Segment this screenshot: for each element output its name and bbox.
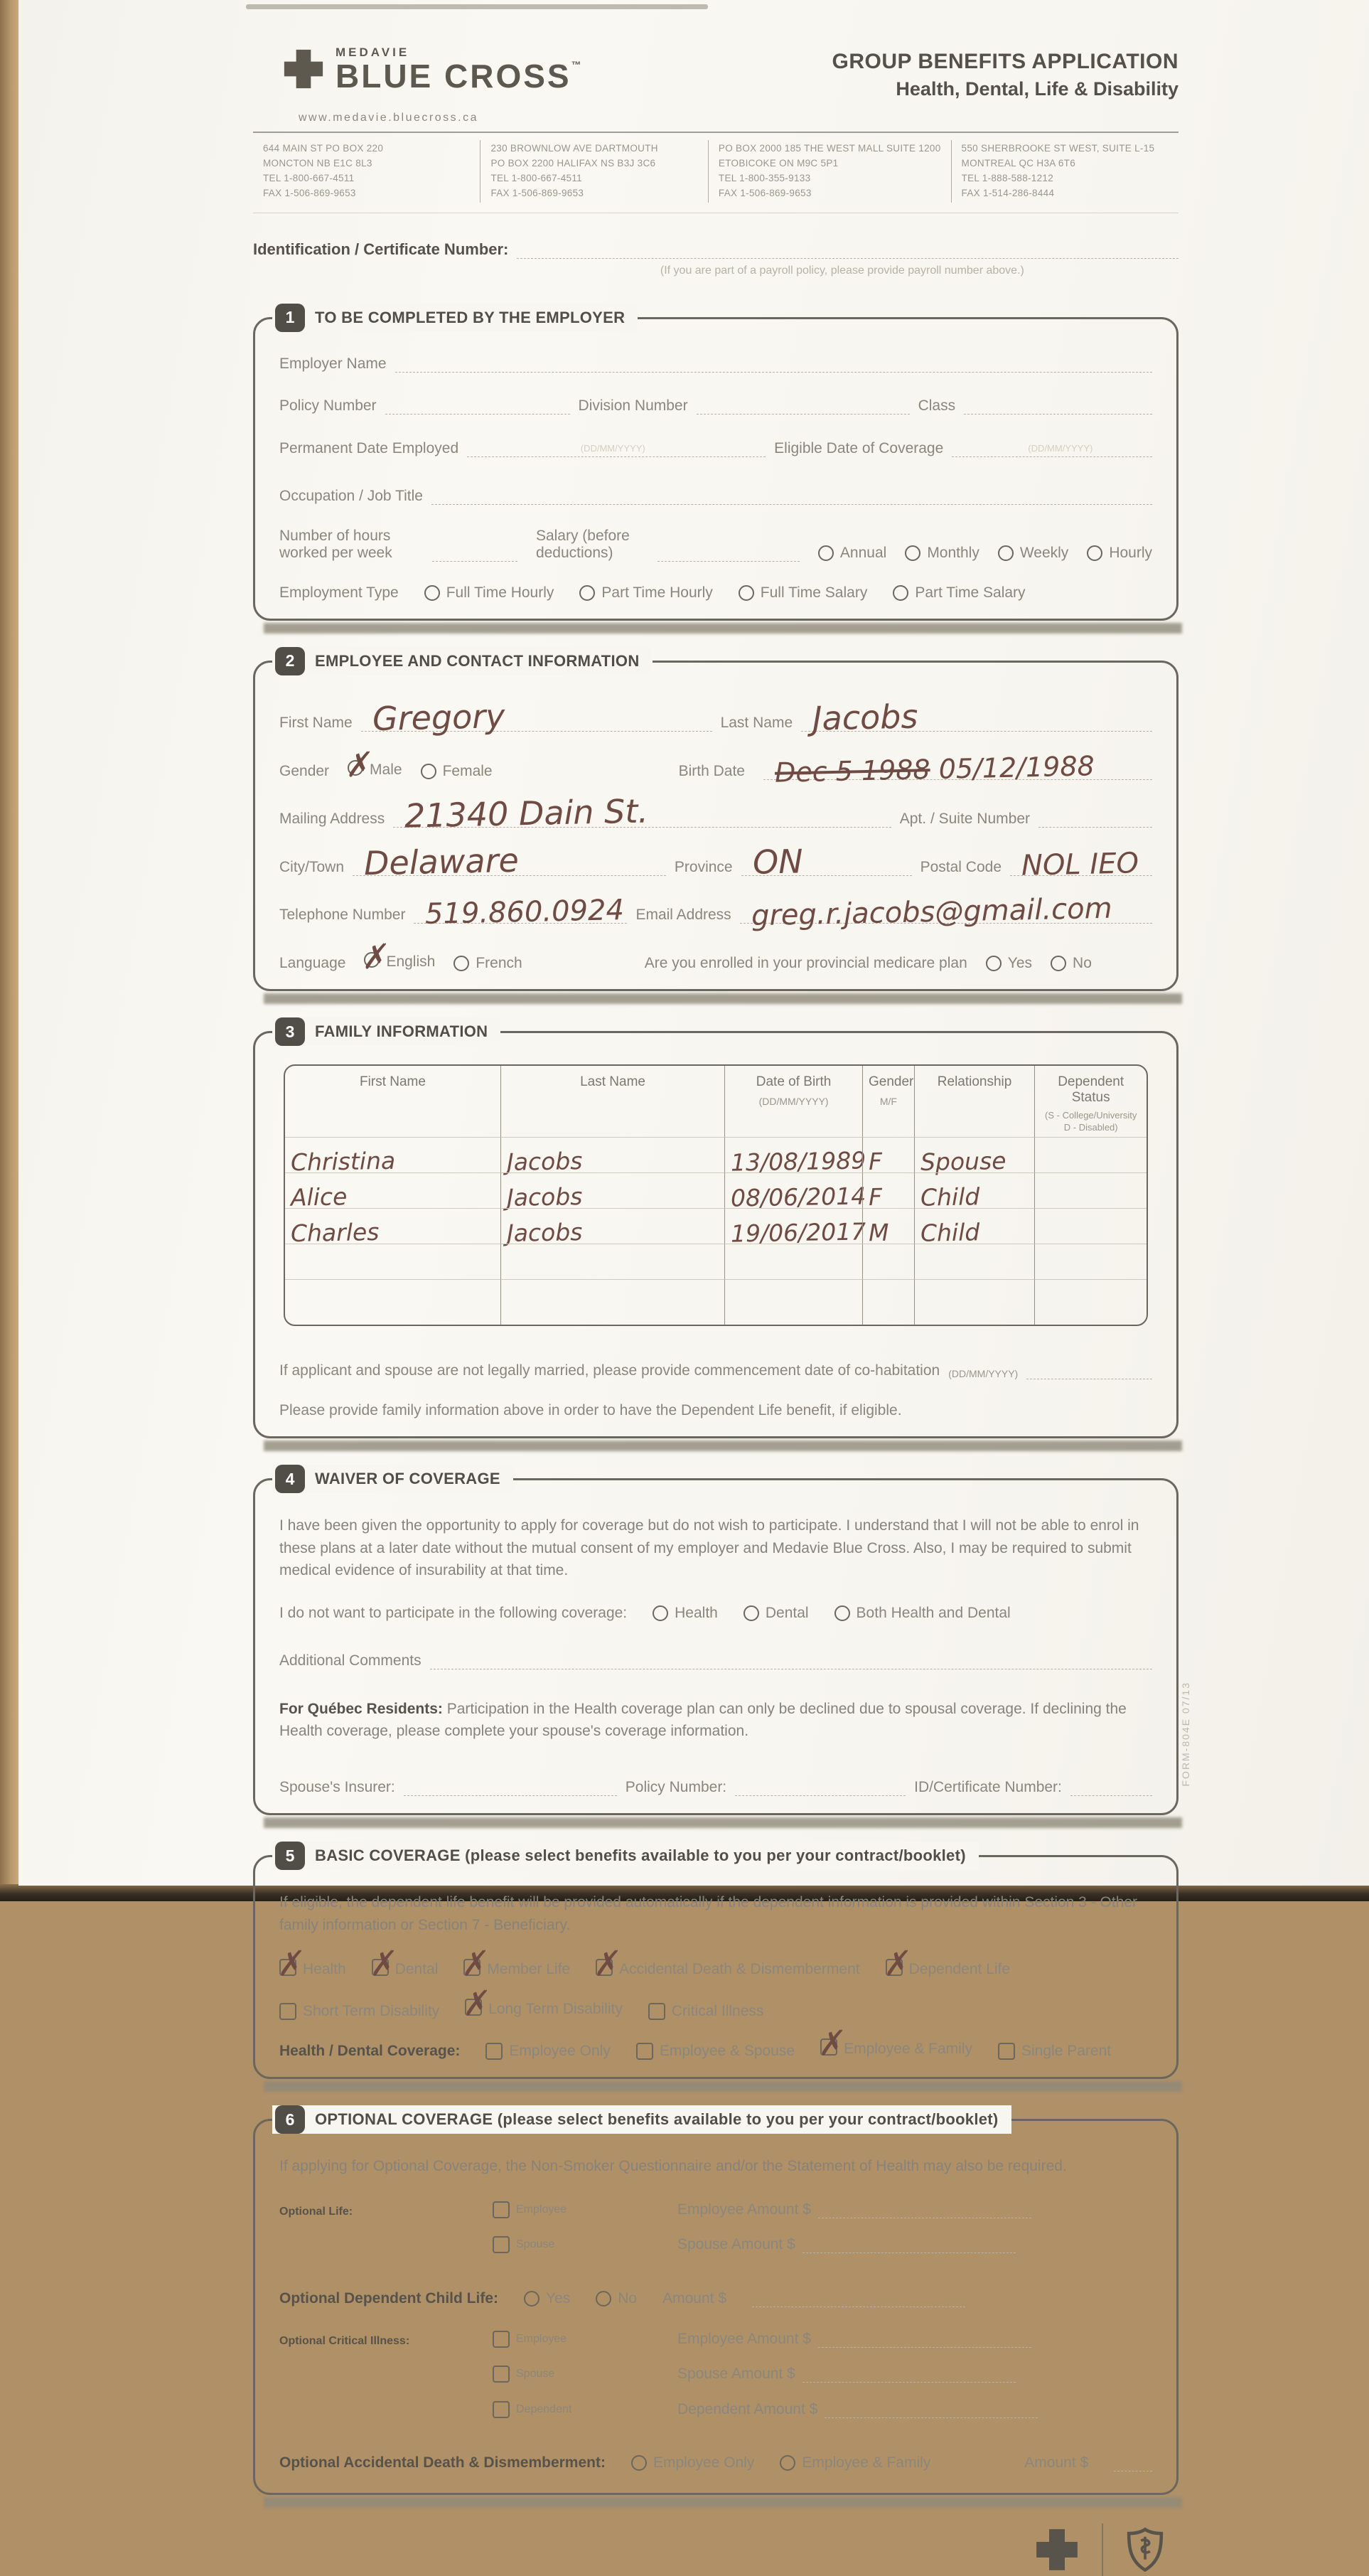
medicare-yes-option[interactable]: Yes <box>986 955 1032 972</box>
radio-part-time-salary[interactable] <box>893 585 908 601</box>
child-life-amount-field[interactable] <box>752 2287 965 2307</box>
gender-label: Gender <box>279 763 330 780</box>
family-first-handwritten: Charles <box>290 1217 380 1247</box>
family-rel-handwritten: Child <box>920 1218 980 1247</box>
language-french-option[interactable]: French <box>453 955 522 972</box>
employment-fts-option[interactable]: Full Time Salary <box>739 584 868 602</box>
section3-badge: 3 <box>275 1017 305 1046</box>
family-last-handwritten: Jacobs <box>506 1182 583 1212</box>
add-employee-only-option[interactable]: Employee Only <box>631 2454 754 2471</box>
checkbox-dental[interactable] <box>372 1959 389 1976</box>
last-name-label: Last Name <box>720 715 793 732</box>
hd-single-parent-option[interactable]: Single Parent <box>998 2043 1111 2060</box>
employer-name-label: Employer Name <box>279 355 387 372</box>
office-montreal: 550 SHERBROOKE ST WEST, SUITE L-15 MONTREAL QC H3A 6T6 TEL 1-888-588-1212 FAX 1-514-286-8444 <box>951 140 1179 203</box>
child-life-amount-label: Amount $ <box>662 2289 727 2307</box>
cohab-label: If applicant and spouse are not legally married, please provide commencement date of co-habitation <box>279 1362 940 1379</box>
radio-add-employee-family[interactable] <box>780 2455 795 2471</box>
optional-coverage-note: If applying for Optional Coverage, the Non-Smoker Questionnaire and/or the Statement of Health may also be required. <box>279 2158 1067 2175</box>
basic-coverage-note: If eligible, the dependent life benefit will be provided automatically if the dependent information is provided within Section 3 - Other family information or Section 7 - Beneficiary. <box>279 1894 1138 1933</box>
child-life-yes-option[interactable]: Yes <box>524 2290 570 2307</box>
last-name-field[interactable] <box>801 697 1152 738</box>
family-gender-handwritten: F <box>868 1182 883 1212</box>
radio-medicare-no[interactable] <box>1051 956 1066 971</box>
section2-title: EMPLOYEE AND CONTACT INFORMATION <box>315 651 640 670</box>
permanent-date-field[interactable]: (DD/MM/YYYY) <box>467 437 766 456</box>
apt-field[interactable] <box>1038 808 1152 828</box>
hd-employee-spouse-option[interactable]: Employee & Spouse <box>636 2043 795 2060</box>
postal-handwritten: NOL IEO <box>1021 847 1139 882</box>
section-employee-contact <box>253 651 1179 991</box>
email-handwritten: greg.r.jacobs@gmail.com <box>751 892 1112 933</box>
medavie-bluecross-logo <box>281 46 584 95</box>
last-name-handwritten: Jacobs <box>812 697 919 738</box>
mailing-address-field[interactable] <box>393 791 891 836</box>
family-note: Please provide family information above in order to have the Dependent Life benefit, if eligible. <box>279 1402 902 1419</box>
checkbox-employee-family[interactable] <box>820 2038 837 2056</box>
brand-top-label: MEDAVIE <box>335 46 410 59</box>
section5-badge: 5 <box>275 1842 305 1870</box>
identification-hint: (If you are part of a payroll policy, please provide payroll number above.) <box>660 264 1024 277</box>
section3-title: FAMILY INFORMATION <box>315 1022 488 1041</box>
benefit-dental-option[interactable]: ✗ Dental <box>365 1945 439 1984</box>
benefit-std-option[interactable]: Short Term Disability <box>279 2003 439 2020</box>
radio-decline-dental[interactable] <box>743 1605 759 1621</box>
add-employee-family-option[interactable]: Employee & Family <box>780 2454 930 2471</box>
family-row-child1[interactable] <box>285 1172 1147 1212</box>
salary-annual-option[interactable]: Annual <box>818 545 886 562</box>
brand-main-label: BLUE CROSS™ <box>335 58 584 95</box>
add-hand-x-mark: ✗ <box>589 1945 621 1984</box>
province-label: Province <box>674 858 733 875</box>
office-dartmouth: 230 BROWNLOW AVE DARTMOUTH PO BOX 2200 HALIFAX NS B3J 3C6 TEL 1-800-667-4511 FAX 1-506-869-9653 <box>480 140 707 203</box>
birth-date-struck: Dec 5 1988 <box>774 754 931 789</box>
title-line2: Health, Dental, Life & Disability <box>896 78 1179 100</box>
header-dob: Date of Birth (DD/MM/YYYY) <box>724 1066 862 1137</box>
identification-field[interactable] <box>517 244 1179 259</box>
checkbox-optional-life-employee[interactable] <box>493 2201 510 2218</box>
checkbox-optional-life-spouse[interactable] <box>493 2236 510 2253</box>
critical-illness-label: Optional Critical Illness: <box>279 2334 410 2347</box>
critical-employee-option[interactable]: Employee <box>493 2331 677 2348</box>
optional-life-employee-option[interactable]: Employee <box>493 2201 677 2218</box>
scanned-form-page <box>18 0 1369 2471</box>
critical-dependent-amount-field[interactable] <box>825 2398 1038 2417</box>
class-field[interactable] <box>964 395 1152 415</box>
city-handwritten: Delaware <box>363 840 520 883</box>
city-field[interactable] <box>353 840 666 883</box>
checkbox-employee-spouse[interactable] <box>636 2043 653 2060</box>
office-moncton: 644 MAIN ST PO BOX 220 MONCTON NB E1C 8L3 TEL 1-800-667-4511 FAX 1-506-869-9653 <box>263 143 384 198</box>
english-hand-x-mark: ✗ <box>358 938 390 977</box>
employer-name-field[interactable] <box>395 353 1152 373</box>
waiver-idcert-label: ID/Certificate Number: <box>914 1779 1062 1796</box>
male-hand-x-mark: ✗ <box>341 746 373 785</box>
class-label: Class <box>918 397 956 415</box>
add-amount-label: Amount $ <box>1024 2454 1089 2471</box>
first-name-label: First Name <box>279 715 353 732</box>
decline-dental-option[interactable]: Dental <box>743 1605 809 1622</box>
critical-spouse-amount-field[interactable] <box>802 2363 1016 2383</box>
checkbox-critical-spouse[interactable] <box>493 2366 510 2383</box>
optional-life-spouse-amount-label: Spouse Amount $ <box>677 2236 795 2253</box>
checkbox-employee-only[interactable] <box>485 2043 503 2060</box>
section1-title: TO BE COMPLETED BY THE EMPLOYER <box>315 308 626 326</box>
family-dob-handwritten: 13/08/1989 <box>730 1146 866 1177</box>
checkbox-short-term-disability[interactable] <box>279 2003 296 2020</box>
hd-employee-only-option[interactable]: Employee Only <box>485 2043 610 2060</box>
optional-life-spouse-option[interactable]: Spouse <box>493 2236 677 2253</box>
form-header <box>253 46 1179 100</box>
section2-badge: 2 <box>275 647 305 675</box>
policy-number-label: Policy Number <box>279 397 377 415</box>
section4-title: WAIVER OF COVERAGE <box>315 1470 500 1488</box>
blue-shield-footer-icon <box>1124 2527 1166 2572</box>
radio-monthly[interactable] <box>905 545 920 561</box>
footer-divider <box>1102 2523 1103 2576</box>
radio-female[interactable] <box>421 764 436 779</box>
permanent-date-label: Permanent Date Employed <box>279 439 459 456</box>
section-basic-coverage <box>253 1846 1179 2079</box>
waiver-policy-label: Policy Number: <box>625 1779 727 1796</box>
family-table <box>284 1064 1148 1326</box>
optional-life-employee-amount-label: Employee Amount $ <box>677 2201 811 2218</box>
dental-hand-x-mark: ✗ <box>365 1945 397 1984</box>
phone-handwritten: 519.860.0924 <box>425 894 625 931</box>
critical-employee-amount-field[interactable] <box>818 2329 1031 2348</box>
family-dob-handwritten: 08/06/2014 <box>730 1182 866 1212</box>
salary-field[interactable] <box>657 543 800 562</box>
critical-employee-amount-label: Employee Amount $ <box>677 2330 811 2347</box>
scan-left-edge <box>0 0 18 1901</box>
family-row-empty[interactable] <box>285 1244 1147 1279</box>
benefit-ltd-option[interactable]: ✗ Long Term Disability <box>458 1984 623 2024</box>
checkbox-long-term-disability[interactable] <box>465 1999 482 2016</box>
cohab-date-hint: (DD/MM/YYYY) <box>948 1368 1019 1380</box>
section1-badge: 1 <box>275 304 305 332</box>
family-row-spouse[interactable] <box>285 1137 1147 1177</box>
benefit-dependent-life-option[interactable]: ✗ Dependent Life <box>879 1945 1011 1984</box>
family-gender-handwritten: M <box>868 1218 889 1247</box>
website-url: www.medavie.bluecross.ca <box>299 112 478 124</box>
family-table-header <box>285 1066 1147 1137</box>
language-english-option[interactable]: ✗ English <box>358 938 436 977</box>
salary-hourly-option[interactable]: Hourly <box>1087 545 1152 562</box>
header-first-name: First Name <box>360 1074 426 1090</box>
health-hand-x-mark: ✗ <box>273 1945 305 1984</box>
cohab-date-field[interactable] <box>1026 1360 1152 1379</box>
checkbox-critical-illness[interactable] <box>648 2003 665 2020</box>
critical-dependent-option[interactable]: Dependent <box>493 2401 677 2418</box>
benefit-member-life-option[interactable]: ✗ Member Life <box>458 1945 571 1984</box>
spouse-insurer-field[interactable] <box>404 1777 617 1796</box>
checkbox-critical-dependent[interactable] <box>493 2401 510 2418</box>
section-family-information <box>253 1022 1179 1438</box>
policy-number-field[interactable] <box>385 395 570 415</box>
radio-child-life-no[interactable] <box>596 2291 611 2307</box>
radio-french[interactable] <box>453 956 469 971</box>
division-number-field[interactable] <box>697 395 910 415</box>
decline-both-option[interactable]: Both Health and Dental <box>834 1605 1011 1622</box>
apt-label: Apt. / Suite Number <box>899 811 1030 828</box>
add-amount-field[interactable] <box>1114 2452 1152 2471</box>
first-name-field[interactable] <box>361 697 712 739</box>
birth-date-handwritten: 05/12/1988 <box>938 750 1095 786</box>
radio-child-life-yes[interactable] <box>524 2291 539 2307</box>
quebec-note: For Québec Residents: Participation in the Health coverage plan can only be declined due to spousal coverage. If declining the Health coverage, please complete your spouse's coverage information. <box>279 1700 1127 1740</box>
benefit-health-option[interactable]: ✗ Health <box>273 1945 346 1984</box>
division-number-label: Division Number <box>578 397 688 415</box>
employment-type-label: Employment Type <box>279 584 399 601</box>
radio-decline-both[interactable] <box>834 1605 850 1621</box>
radio-male[interactable] <box>348 760 363 776</box>
gender-male-option[interactable]: ✗ Male <box>341 746 402 785</box>
email-field[interactable] <box>740 892 1152 933</box>
header-relationship: Relationship <box>914 1066 1035 1137</box>
decline-health-option[interactable]: Health <box>653 1605 718 1622</box>
salary-monthly-option[interactable]: Monthly <box>905 545 979 562</box>
benefit-critical-illness-option[interactable]: Critical Illness <box>648 2003 764 2020</box>
header-gender: Gender M/F <box>862 1066 914 1137</box>
birth-date-label: Birth Date <box>678 763 745 780</box>
employee-family-hand-x-mark: ✗ <box>814 2024 846 2063</box>
employment-fth-option[interactable]: Full Time Hourly <box>424 584 554 602</box>
office-etobicoke: PO BOX 2000 185 THE WEST MALL SUITE 1200 ETOBICOKE ON M9C 5P1 TEL 1-800-355-9133 FAX 1-506-869-9653 <box>708 140 951 203</box>
family-first-handwritten: Alice <box>290 1182 348 1212</box>
section-waiver <box>253 1469 1179 1815</box>
salary-weekly-option[interactable]: Weekly <box>998 545 1068 562</box>
critical-dependent-amount-label: Dependent Amount $ <box>677 2400 818 2417</box>
additional-comments-label: Additional Comments <box>279 1652 422 1669</box>
email-label: Email Address <box>635 907 731 924</box>
form-title <box>832 50 1179 100</box>
title-line1: GROUP BENEFITS APPLICATION <box>832 50 1179 73</box>
employment-pts-option[interactable]: Part Time Salary <box>893 584 1025 602</box>
section-employer <box>253 308 1179 621</box>
salary-label: Salary (before deductions) <box>535 527 630 561</box>
office-addresses <box>253 132 1179 213</box>
radio-full-time-salary[interactable] <box>739 585 754 601</box>
radio-part-time-hourly[interactable] <box>579 585 595 601</box>
family-row-child2[interactable] <box>285 1208 1147 1248</box>
section4-badge: 4 <box>275 1465 305 1493</box>
optional-life-spouse-amount-field[interactable] <box>802 2234 1016 2253</box>
province-field[interactable] <box>741 842 912 882</box>
postal-label: Postal Code <box>920 858 1002 875</box>
employment-pth-option[interactable]: Part Time Hourly <box>579 584 712 602</box>
family-dob-handwritten: 19/06/2017 <box>730 1217 866 1248</box>
hours-label: Number of hours worked per week <box>279 527 392 561</box>
optional-life-employee-amount-field[interactable] <box>818 2199 1031 2218</box>
phone-field[interactable] <box>414 894 627 931</box>
form-code-vertical: FORM-804E 07/13 <box>1180 1681 1191 1786</box>
checkbox-critical-employee[interactable] <box>493 2331 510 2348</box>
checkbox-add[interactable] <box>596 1959 613 1976</box>
eligible-date-field[interactable]: (DD/MM/YYYY) <box>952 437 1152 456</box>
family-last-handwritten: Jacobs <box>506 1146 583 1176</box>
child-life-no-option[interactable]: No <box>596 2290 637 2307</box>
dependent-life-hand-x-mark: ✗ <box>879 1945 911 1984</box>
phone-label: Telephone Number <box>279 907 406 924</box>
critical-spouse-option[interactable]: Spouse <box>493 2366 677 2383</box>
scan-artifact <box>246 4 708 9</box>
header-last-name: Last Name <box>500 1066 724 1137</box>
radio-annual[interactable] <box>818 545 834 561</box>
family-first-handwritten: Christina <box>290 1146 396 1177</box>
waiver-idcert-field[interactable] <box>1070 1777 1152 1796</box>
child-life-label: Optional Dependent Child Life: <box>279 2289 498 2307</box>
radio-decline-health[interactable] <box>653 1605 668 1621</box>
hd-coverage-label: Health / Dental Coverage: <box>279 2043 461 2060</box>
section-optional-coverage <box>253 2110 1179 2495</box>
additional-comments-field[interactable] <box>430 1650 1152 1669</box>
checkbox-single-parent[interactable] <box>998 2043 1015 2060</box>
mailing-address-label: Mailing Address <box>279 811 385 828</box>
hd-employee-family-option[interactable]: ✗ Employee & Family <box>814 2024 972 2063</box>
radio-weekly[interactable] <box>998 545 1014 561</box>
member-life-hand-x-mark: ✗ <box>458 1945 489 1984</box>
city-label: City/Town <box>279 858 345 875</box>
gender-female-option[interactable]: Female <box>421 763 493 780</box>
radio-english[interactable] <box>364 952 380 968</box>
family-last-handwritten: Jacobs <box>506 1217 583 1247</box>
medicare-no-option[interactable]: No <box>1051 955 1092 972</box>
birth-date-field[interactable] <box>763 750 1152 789</box>
blue-cross-icon <box>281 47 326 91</box>
ltd-hand-x-mark: ✗ <box>458 1984 490 2024</box>
occupation-field[interactable] <box>431 486 1152 505</box>
quebec-bold-label: For Québec Residents: <box>279 1700 443 1717</box>
checkbox-health[interactable] <box>279 1959 296 1976</box>
benefit-add-option[interactable]: ✗ Accidental Death & Dismemberment <box>589 1945 860 1984</box>
waiver-paragraph: I have been given the opportunity to apply for coverage but do not wish to participate. I understand that I will not be able to enrol in these plans at a later date without the mutual consent of my employer and Medavie Blue Cross. Also, I may be required to submit medical evidence of insurability at that time. <box>279 1517 1139 1579</box>
section6-title: OPTIONAL COVERAGE (please select benefits available to you per your contract/booklet) <box>315 2110 999 2129</box>
identification-label: Identification / Certificate Number: <box>253 240 509 258</box>
optional-life-label: Optional Life: <box>279 2206 353 2218</box>
medicare-question-label: Are you enrolled in your provincial medicare plan <box>644 955 967 972</box>
family-row-empty[interactable] <box>285 1279 1147 1325</box>
optional-add-label: Optional Accidental Death & Dismemberment: <box>279 2454 606 2471</box>
section5-title: BASIC COVERAGE (please select benefits available to you per your contract/booklet) <box>315 1847 966 1865</box>
checkbox-dependent-life[interactable] <box>886 1959 903 1976</box>
blue-cross-footer-icon <box>1034 2526 1080 2573</box>
eligible-date-label: Eligible Date of Coverage <box>774 439 944 456</box>
first-name-handwritten: Gregory <box>372 697 505 739</box>
critical-spouse-amount-label: Spouse Amount $ <box>677 2366 795 2383</box>
radio-full-time-hourly[interactable] <box>424 585 440 601</box>
mailing-address-handwritten: 21340 Dain St. <box>404 791 649 836</box>
radio-add-employee-only[interactable] <box>631 2455 647 2471</box>
radio-hourly[interactable] <box>1087 545 1102 561</box>
family-rel-handwritten: Spouse <box>920 1146 1006 1176</box>
hours-field[interactable] <box>432 543 517 562</box>
occupation-label: Occupation / Job Title <box>279 487 423 504</box>
header-dependent-status: Dependent Status (S - College/University D - Disabled) <box>1034 1066 1147 1137</box>
postal-field[interactable] <box>1010 847 1152 882</box>
family-rel-handwritten: Child <box>920 1182 980 1212</box>
language-label: Language <box>279 955 346 972</box>
section6-badge: 6 <box>275 2105 305 2134</box>
province-handwritten: ON <box>752 842 803 882</box>
spouse-insurer-label: Spouse's Insurer: <box>279 1779 395 1796</box>
footer-logos <box>253 2523 1166 2576</box>
checkbox-member-life[interactable] <box>463 1959 481 1976</box>
decline-label: I do not want to participate in the following coverage: <box>279 1604 628 1621</box>
family-gender-handwritten: F <box>868 1147 883 1176</box>
waiver-policy-field[interactable] <box>735 1777 906 1796</box>
radio-medicare-yes[interactable] <box>986 956 1002 971</box>
